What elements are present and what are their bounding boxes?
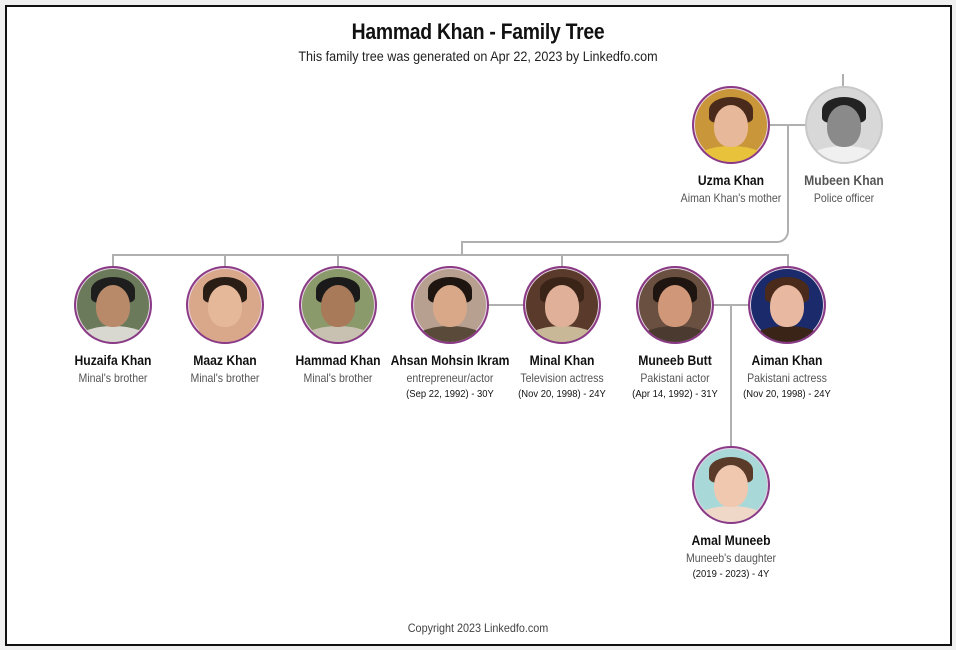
person-dates: (Nov 20, 1998) - 24Y bbox=[743, 388, 831, 400]
person-dates: (Apr 14, 1992) - 31Y bbox=[632, 388, 718, 400]
person-name[interactable]: Uzma Khan bbox=[697, 173, 765, 188]
person-dates: (Nov 20, 1998) - 24Y bbox=[518, 388, 606, 400]
person-name[interactable]: Minal Khan bbox=[529, 353, 595, 368]
person-name[interactable]: Huzaifa Khan bbox=[74, 353, 152, 368]
copyright-footer: Copyright 2023 Linkedfo.com bbox=[407, 621, 549, 635]
page-subtitle: This family tree was generated on Apr 22, 2023 by Linkedfo.com bbox=[298, 48, 658, 64]
avatar[interactable] bbox=[523, 266, 601, 344]
avatar[interactable] bbox=[692, 86, 770, 164]
avatar[interactable] bbox=[74, 266, 152, 344]
person-name[interactable]: Hammad Khan bbox=[295, 353, 381, 368]
connector-children-stem bbox=[461, 241, 463, 255]
person-role: Television actress bbox=[520, 371, 604, 385]
avatar[interactable] bbox=[186, 266, 264, 344]
person-dates: (2019 - 2023) - 4Y bbox=[692, 568, 770, 580]
person-role: Minal's brother bbox=[190, 371, 260, 385]
person-role: entrepreneur/actor bbox=[406, 371, 494, 385]
person-role: Police officer bbox=[813, 191, 875, 205]
person-card-aiman-khan[interactable] bbox=[717, 266, 857, 400]
avatar[interactable] bbox=[636, 266, 714, 344]
person-name[interactable]: Mubeen Khan bbox=[804, 173, 884, 188]
person-role: Aiman Khan's mother bbox=[680, 191, 782, 205]
avatar[interactable] bbox=[299, 266, 377, 344]
person-name[interactable]: Muneeb Butt bbox=[638, 353, 712, 368]
avatar[interactable] bbox=[805, 86, 883, 164]
person-role: Minal's brother bbox=[78, 371, 148, 385]
connector-children-bar bbox=[112, 254, 789, 256]
page-title: Hammad Khan - Family Tree bbox=[351, 19, 605, 44]
person-name[interactable]: Aiman Khan bbox=[751, 353, 823, 368]
person-role: Muneeb's daughter bbox=[685, 551, 777, 565]
person-dates: (Sep 22, 1992) - 30Y bbox=[406, 388, 494, 400]
person-role: Pakistani actress bbox=[747, 371, 827, 385]
person-role: Pakistani actor bbox=[640, 371, 710, 385]
avatar[interactable] bbox=[692, 446, 770, 524]
person-name[interactable]: Ahsan Mohsin Ikram bbox=[390, 353, 510, 368]
avatar[interactable] bbox=[411, 266, 489, 344]
person-card-mubeen-khan[interactable] bbox=[774, 86, 914, 205]
avatar[interactable] bbox=[748, 266, 826, 344]
person-name[interactable]: Maaz Khan bbox=[193, 353, 257, 368]
person-name[interactable]: Amal Muneeb bbox=[691, 533, 771, 548]
connector-mubeen-up bbox=[842, 74, 844, 86]
person-card-amal-muneeb[interactable] bbox=[661, 446, 801, 580]
person-role: Minal's brother bbox=[303, 371, 373, 385]
